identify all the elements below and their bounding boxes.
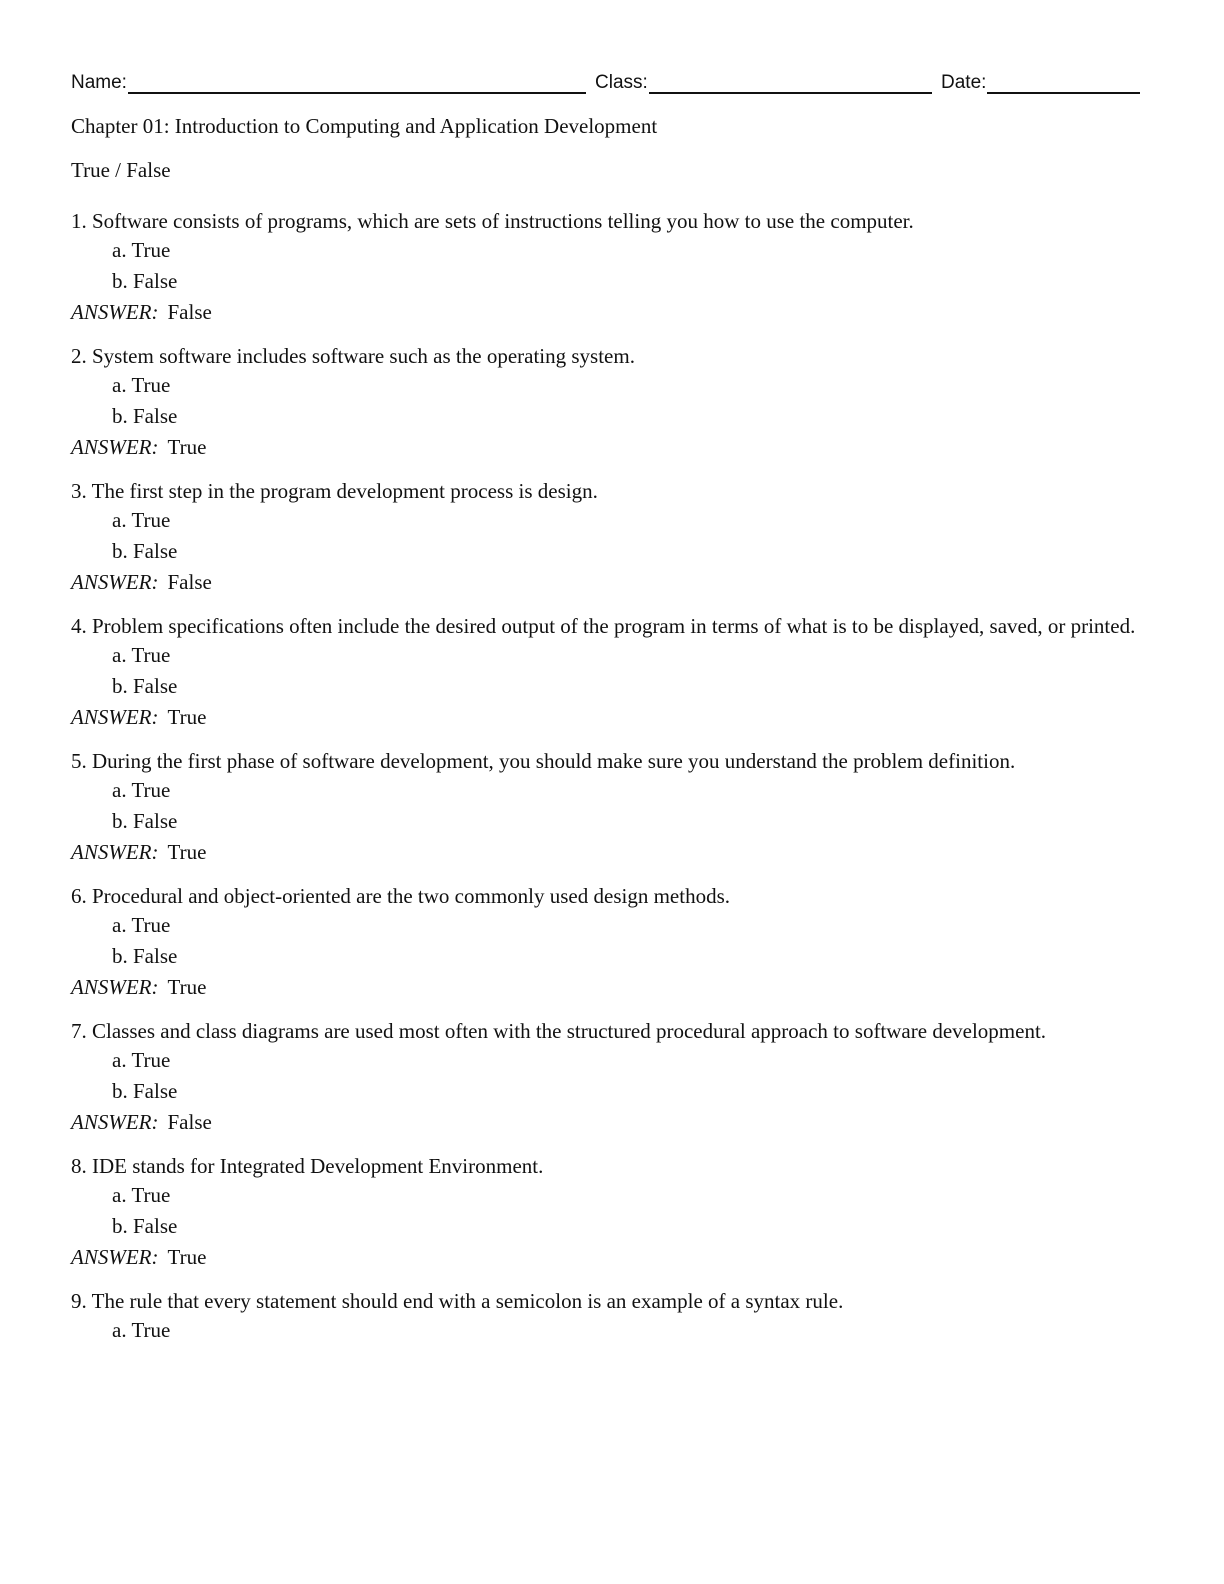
- answer-option: a. True: [112, 1048, 171, 1072]
- question-item: [71, 614, 1143, 730]
- answer-option: a. True: [112, 1183, 171, 1207]
- answer-value: False: [167, 570, 212, 594]
- answer-value: False: [167, 300, 212, 324]
- option-list: [71, 1183, 1143, 1239]
- answer-value: True: [167, 435, 207, 459]
- answer-option: a. True: [112, 508, 171, 532]
- question-text: 3. The first step in the program development process is design.: [71, 479, 598, 503]
- option-list: [71, 508, 1143, 564]
- question-text: 7. Classes and class diagrams are used most often with the structured procedural approach to software development.: [71, 1019, 1047, 1043]
- answer-value: True: [167, 1245, 207, 1269]
- question-item: [71, 884, 1143, 1000]
- question-text: 8. IDE stands for Integrated Development Environment.: [71, 1154, 544, 1178]
- answer-value: False: [167, 1110, 212, 1134]
- student-info-header: [71, 72, 1143, 98]
- date-blank-line: [987, 72, 1140, 94]
- class-field: [595, 72, 932, 94]
- name-label: Name:: [71, 72, 127, 93]
- answer-option: a. True: [112, 643, 171, 667]
- option-list: [71, 913, 1143, 969]
- answer-value: True: [167, 705, 207, 729]
- answer-line: [71, 435, 1143, 460]
- answer-line: [71, 1245, 1143, 1270]
- option-list: [71, 643, 1143, 699]
- answer-line: [71, 975, 1143, 1000]
- answer-label: ANSWER:: [71, 300, 159, 324]
- class-label: Class:: [595, 72, 648, 93]
- option-list: [71, 778, 1143, 834]
- question-text: 9. The rule that every statement should end with a semicolon is an example of a syntax rule.: [71, 1289, 844, 1313]
- answer-option: b. False: [112, 1214, 178, 1238]
- name-blank-line: [128, 72, 586, 94]
- question-text: 2. System software includes software such as the operating system.: [71, 344, 635, 368]
- answer-label: ANSWER:: [71, 1245, 159, 1269]
- answer-option: b. False: [112, 809, 178, 833]
- question-item: [71, 1289, 1143, 1343]
- answer-option: b. False: [112, 539, 178, 563]
- answer-value: True: [167, 975, 207, 999]
- answer-line: [71, 300, 1143, 325]
- answer-line: [71, 705, 1143, 730]
- answer-option: b. False: [112, 944, 178, 968]
- answer-option: a. True: [112, 778, 171, 802]
- question-item: [71, 479, 1143, 595]
- chapter-title: Chapter 01: Introduction to Computing and Application Development: [71, 114, 658, 138]
- answer-label: ANSWER:: [71, 1110, 159, 1134]
- question-list: [71, 209, 1143, 1362]
- question-item: [71, 1154, 1143, 1270]
- answer-option: b. False: [112, 1079, 178, 1103]
- answer-option: a. True: [112, 373, 171, 397]
- answer-label: ANSWER:: [71, 435, 159, 459]
- answer-label: ANSWER:: [71, 705, 159, 729]
- name-field: [71, 72, 586, 94]
- question-item: [71, 749, 1143, 865]
- answer-line: [71, 570, 1143, 595]
- answer-value: True: [167, 840, 207, 864]
- option-list: [71, 238, 1143, 294]
- answer-line: [71, 1110, 1143, 1135]
- section-title: True / False: [71, 158, 171, 182]
- answer-option: b. False: [112, 269, 178, 293]
- class-blank-line: [649, 72, 932, 94]
- answer-option: a. True: [112, 913, 171, 937]
- question-text: 1. Software consists of programs, which are sets of instructions telling you how to use the computer.: [71, 209, 914, 233]
- question-text: 6. Procedural and object-oriented are the two commonly used design methods.: [71, 884, 730, 908]
- date-field: [941, 72, 1140, 94]
- question-item: [71, 209, 1143, 325]
- answer-option: b. False: [112, 404, 178, 428]
- question-item: [71, 344, 1143, 460]
- answer-option: a. True: [112, 238, 171, 262]
- option-list: [71, 1318, 1143, 1343]
- answer-label: ANSWER:: [71, 570, 159, 594]
- question-item: [71, 1019, 1143, 1135]
- option-list: [71, 373, 1143, 429]
- option-list: [71, 1048, 1143, 1104]
- date-label: Date:: [941, 72, 987, 93]
- answer-line: [71, 840, 1143, 865]
- answer-label: ANSWER:: [71, 975, 159, 999]
- question-text: 4. Problem specifications often include the desired output of the program in terms of what is to be displayed, saved, or printed.: [71, 614, 1136, 638]
- answer-label: ANSWER:: [71, 840, 159, 864]
- answer-option: b. False: [112, 674, 178, 698]
- answer-option: a. True: [112, 1318, 171, 1342]
- question-text: 5. During the first phase of software development, you should make sure you understand the problem definition.: [71, 749, 1016, 773]
